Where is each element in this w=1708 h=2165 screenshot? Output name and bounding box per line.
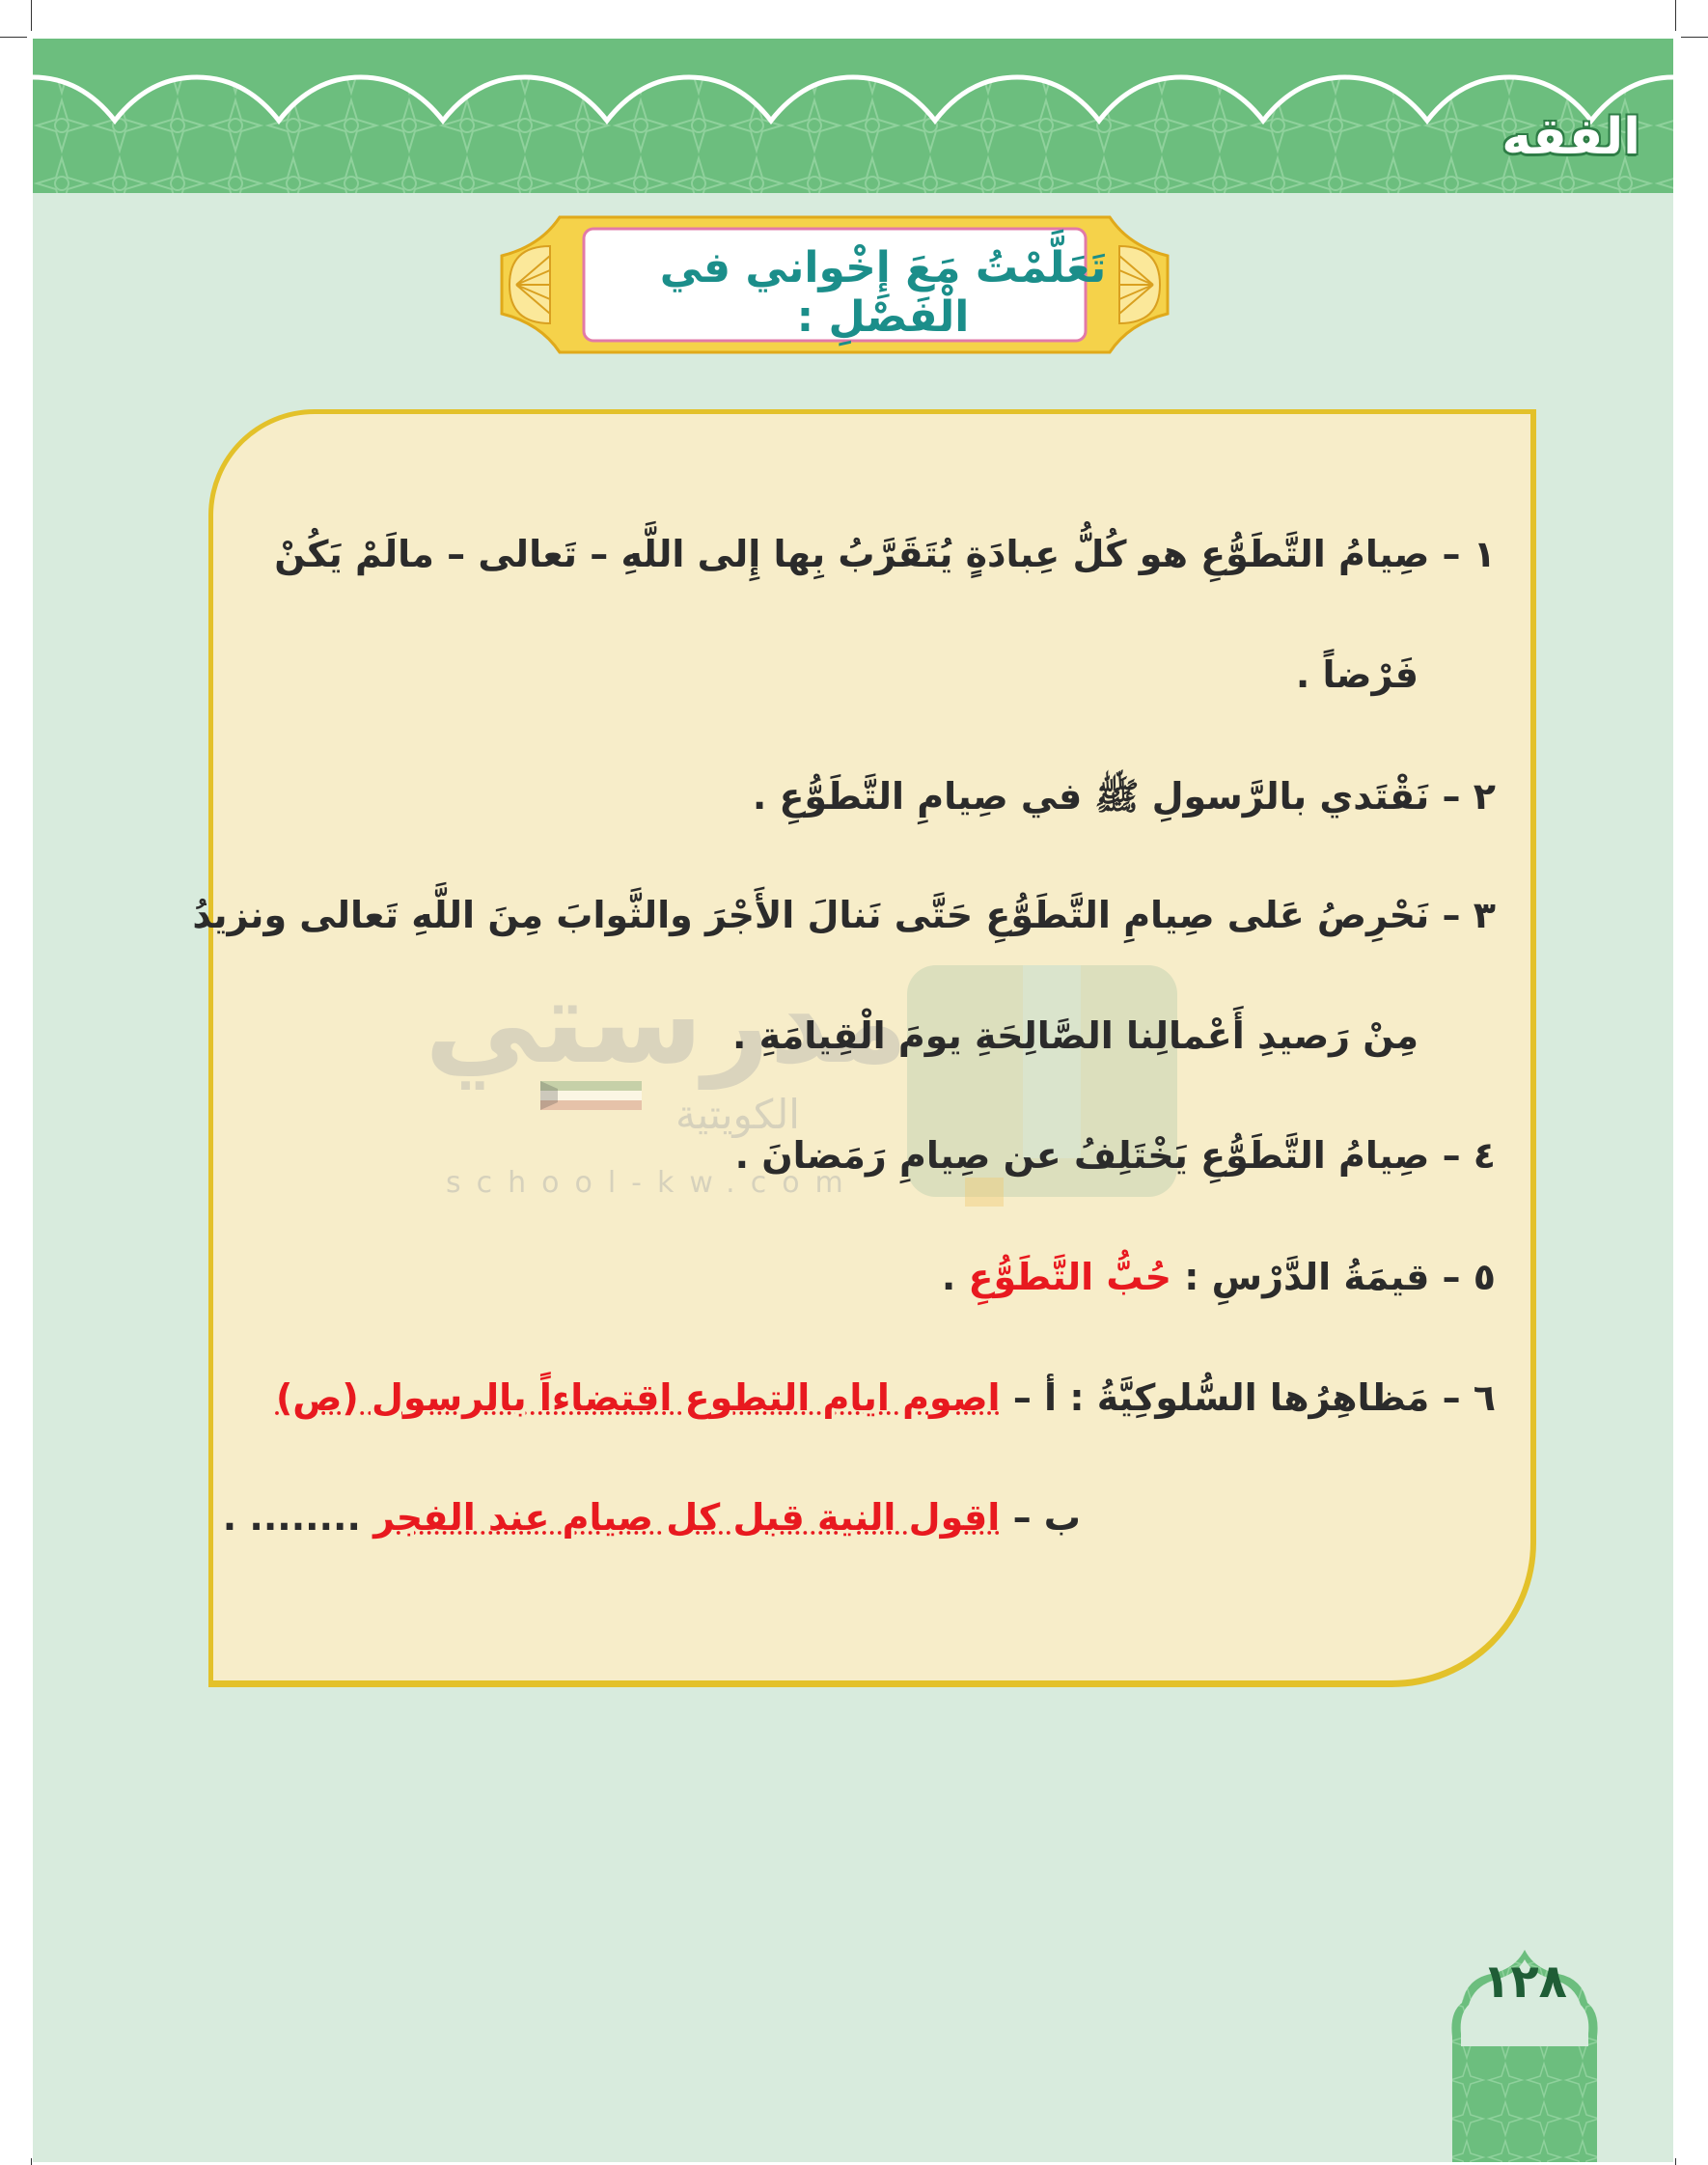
- behaviors-label: ٦ – مَظاهِرُها السُّلوكِيَّةُ :: [1069, 1376, 1496, 1419]
- lesson-value-answer: حُبُّ التَّطَوُّعِ: [968, 1256, 1171, 1298]
- crop-mark: [31, 2158, 32, 2165]
- item-6: [276, 1376, 1496, 1419]
- item-1-continuation: فَرْضاً .: [1295, 653, 1419, 696]
- item-2: ٢ – نَقْتَدي بالرَّسولِ ﷺ في صِيامِ التَّطَوُّعِ .: [752, 775, 1496, 818]
- crop-mark: [1675, 2158, 1676, 2165]
- lesson-value-end: .: [941, 1256, 956, 1298]
- item-3: ٣ – نَحْرِصُ عَلى صِيامِ التَّطَوُّعِ حَتَّى نَنالَ الأَجْرَ والثَّوابَ مِنَ اللَّهِ تَعالى ونزيدُ: [192, 894, 1496, 936]
- lesson-value-label: ٥ – قيمَةُ الدَّرْسِ :: [1184, 1256, 1496, 1298]
- page-number: ١٢٨: [1482, 1955, 1567, 2009]
- watermark-name: مدرستي: [425, 956, 909, 1090]
- banner-title: تَعَلَّمْتُ مَعَ إِخْواني في الْفَصْلِ :: [659, 243, 1107, 342]
- behavior-a-label: أ –: [1012, 1376, 1058, 1419]
- crop-mark: [1675, 0, 1676, 31]
- crop-mark: [0, 37, 27, 38]
- watermark-subtitle: الكويتية: [675, 1091, 800, 1138]
- behavior-b-answer: اقول النية قبل كل صيام عند الفجر: [373, 1496, 1001, 1539]
- item-1: ١ – صِيامُ التَّطَوُّعِ هو كُلُّ عِبادَةٍ يُتَقَرَّبُ بِها إِلى اللَّهِ – تَعالى – مالَمْ يَكُنْ: [274, 533, 1496, 575]
- crop-mark: [1681, 37, 1708, 38]
- header-band: [33, 39, 1673, 193]
- item-3-continuation: مِنْ رَصيدِ أَعْمالِنا الصَّالِحَةِ يومَ الْقِيامَةِ .: [731, 1014, 1419, 1057]
- behavior-a-answer: اصوم ايام التطوع اقتضاءاً بالرسول (ص): [275, 1376, 1001, 1419]
- crop-mark: [31, 0, 32, 31]
- item-5: [942, 1256, 1496, 1298]
- item-6-b: [223, 1496, 1081, 1539]
- behavior-b-dots: ........ .: [222, 1496, 361, 1539]
- subject-title: الفقه: [1501, 108, 1640, 166]
- behavior-b-label: ب –: [1012, 1496, 1081, 1539]
- item-4: ٤ – صِيامُ التَّطَوُّعِ يَخْتَلِفُ عن صِيامِ رَمَضانَ .: [734, 1134, 1496, 1177]
- watermark-site: school-kw.com: [446, 1166, 859, 1200]
